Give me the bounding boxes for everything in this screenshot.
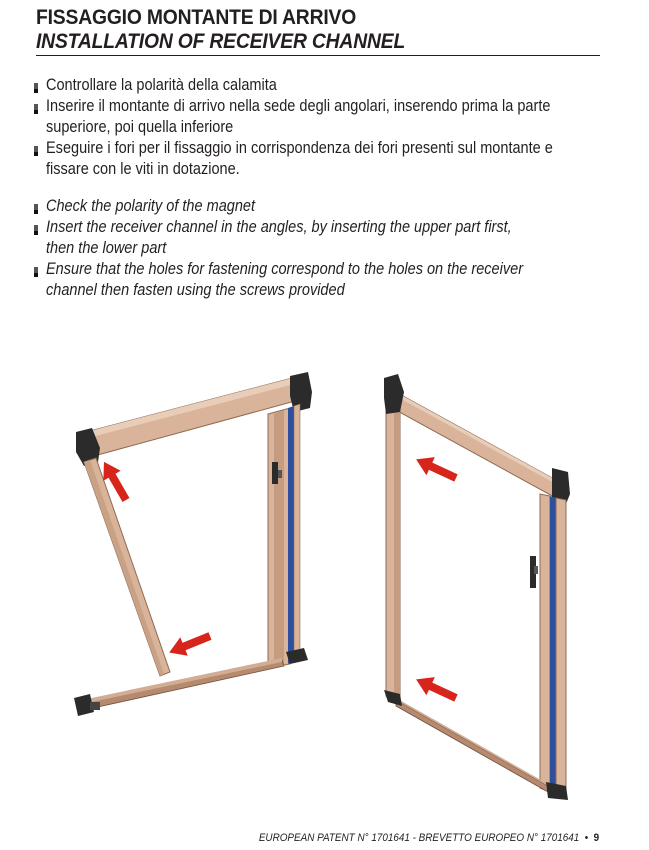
footer-bullet: •: [584, 832, 589, 844]
bullet-marker: [34, 146, 38, 156]
installation-illustration: [0, 340, 649, 810]
page-footer: [259, 832, 599, 844]
instruction-it-1: Controllare la polarità della calamita: [34, 75, 634, 96]
bottom-rail-right: [396, 700, 548, 792]
title-english: INSTALLATION OF RECEIVER CHANNEL: [36, 30, 406, 53]
title-divider: [36, 55, 600, 56]
instruction-it-2: Inserire il montante di arrivo nella sede degli angolari, inserendo prima la parte superiore, poi quella inferiore: [34, 96, 634, 138]
bullet-marker: [34, 267, 38, 277]
arrow-right-bottom: [412, 670, 460, 707]
bullet-marker: [34, 83, 38, 93]
instructions-english: [34, 196, 634, 301]
page-number: 9: [593, 832, 599, 844]
left-assembly-diagram: [74, 372, 312, 716]
patent-notice: EUROPEAN PATENT N° 1701641 - BREVETTO EUROPEO N° 1701641: [258, 832, 580, 844]
arrow-insert-bottom: [165, 627, 213, 662]
right-upright-box: [268, 404, 308, 668]
instructions-italian: [34, 75, 634, 180]
bullet-marker: [34, 104, 38, 114]
page-title: [36, 6, 560, 54]
title-italian: FISSAGGIO MONTANTE DI ARRIVO: [36, 6, 357, 29]
corner-bracket-top-right: [290, 372, 312, 412]
instruction-en-1: Check the polarity of the magnet: [34, 196, 634, 217]
instruction-en-3: Ensure that the holes for fastening correspond to the holes on the receiver channel then fasten using the screws provided: [34, 259, 634, 301]
bullet-marker: [34, 225, 38, 235]
arrow-right-top: [412, 450, 460, 487]
bullet-marker: [34, 204, 38, 214]
right-assembly-diagram: [384, 374, 570, 800]
instruction-en-2: Insert the receiver channel in the angles, by inserting the upper part first, then the lower part: [34, 217, 634, 259]
instruction-it-3: Eseguire i fori per il fissaggio in corrispondenza dei fori presenti sul montante e fissare con le viti in dotazione.: [34, 138, 634, 180]
